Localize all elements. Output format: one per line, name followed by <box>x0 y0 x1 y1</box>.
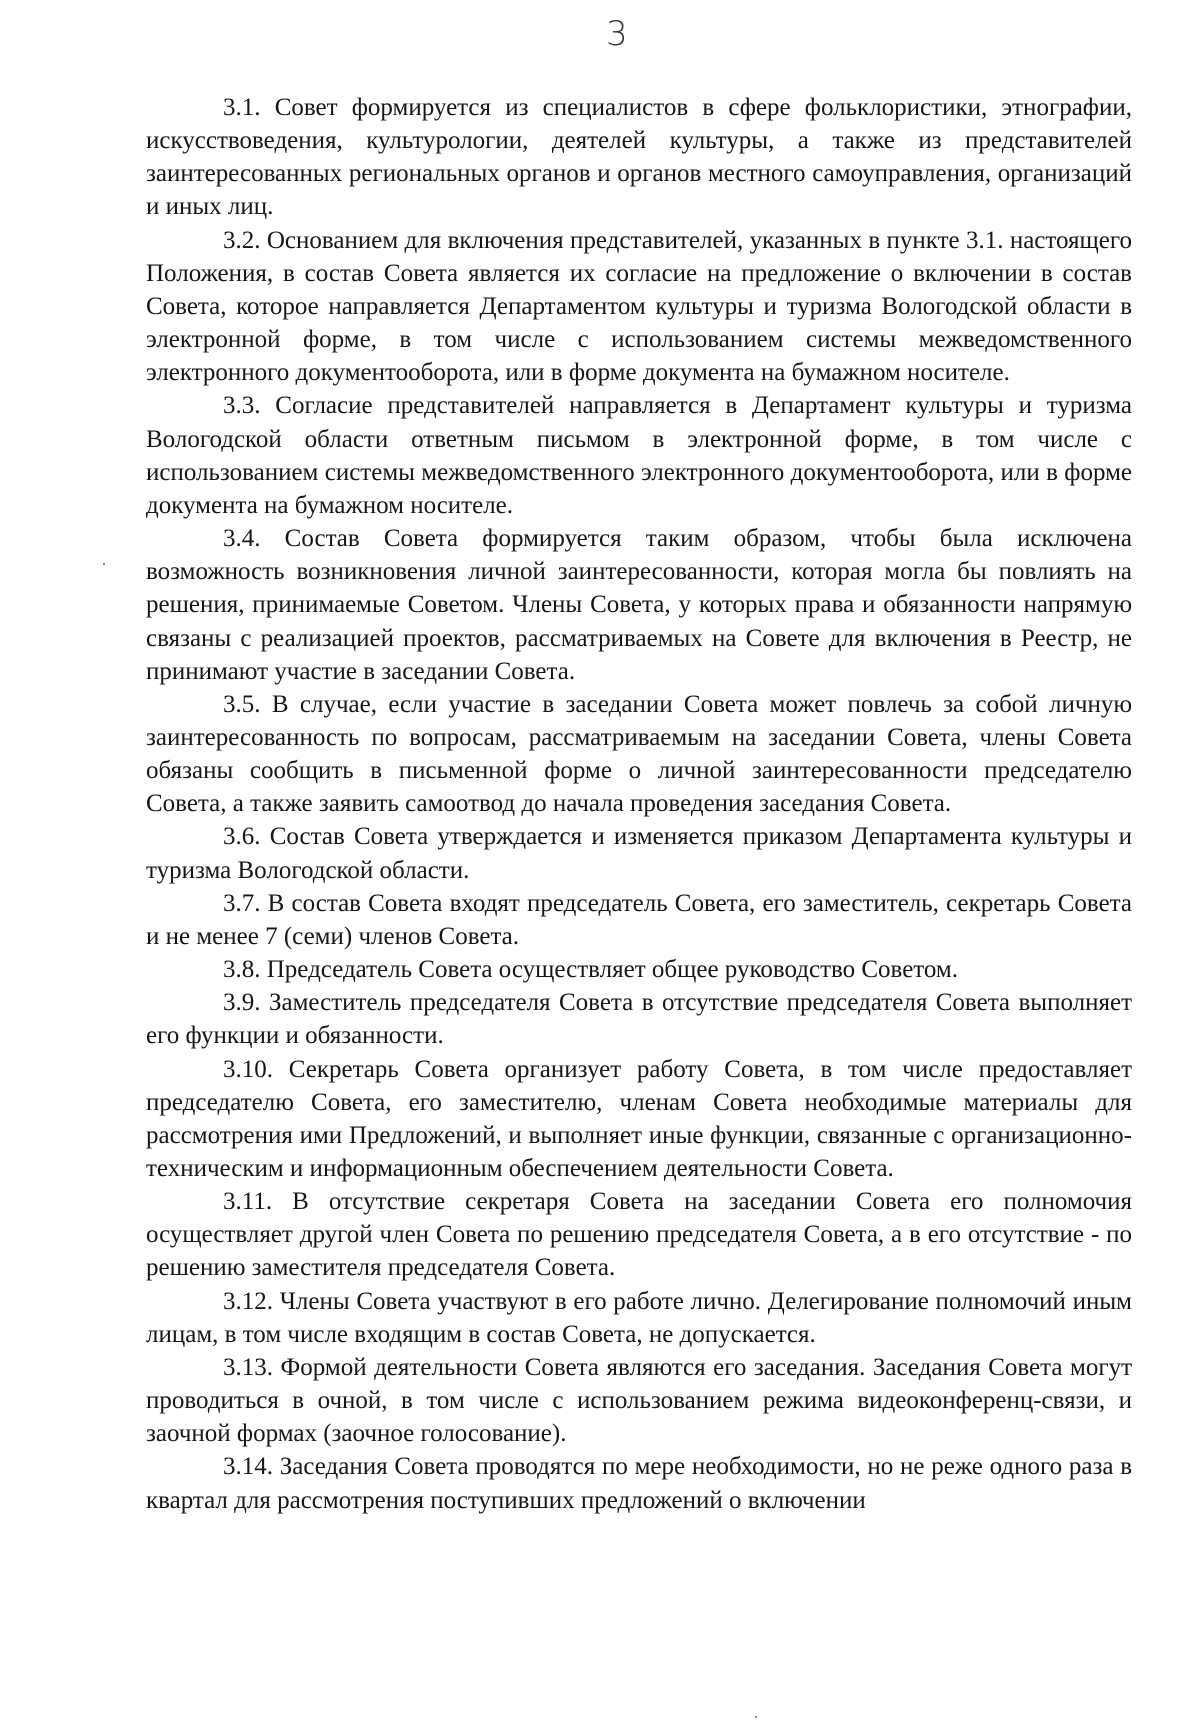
paragraph-number: 3.10. <box>223 1055 273 1083</box>
paragraph-number: 3.14. <box>223 1453 273 1481</box>
paragraph-3-3 <box>146 389 1132 522</box>
paragraph-text: Согласие представителей направляется в Департамент культуры и туризма Вологодской области ответным письмом в электронной форме, в том числе с использованием системы межведомственного электронного документооборота, или в форме документа на бумажном носителе. <box>146 392 1133 519</box>
paragraph-number: 3.11. <box>223 1188 273 1216</box>
paragraph-3-4 <box>146 522 1132 688</box>
paragraph-number: 3.9. <box>223 989 261 1017</box>
paragraph-text: Секретарь Совета организует работу Совета, в том числе предоставляет председателю Совета, его заместителю, членам Совета необходимые материалы для рассмотрения ими Предложений, и выполняет иные функции, связанные с организационно-техническим и информационным обеспечением деятельности Совета. <box>146 1055 1132 1182</box>
paragraph-text: Основанием для включения представителей, указанных в пункте 3.1. настоящего Положения, в состав Совета является их согласие на предложение о включении в состав Совета, которое направляется Департаментом культуры и туризма Вологодской области в электронной форме, в том числе с использованием системы межведомственного электронного документооборота, или в форме документа на бумажном носителе. <box>146 226 1133 387</box>
paragraph-text: Состав Совета формируется таким образом, чтобы была исключена возможность возникновения личной заинтересованности, которая могла бы повлиять на решения, принимаемые Советом. Члены Совета, у которых права и обязанности напрямую связаны с реализацией проектов, рассматриваемых на Совете для включения в Реестр, не принимают участие в заседании Совета. <box>146 525 1132 685</box>
paragraph-3-5 <box>146 688 1132 821</box>
paragraph-text: Председатель Совета осуществляет общее руководство Советом. <box>266 956 958 984</box>
paragraph-text: Заместитель председателя Совета в отсутствие председателя Совета выполняет его функции и обязанности. <box>146 989 1132 1050</box>
paragraph-number: 3.6. <box>223 823 261 851</box>
paragraph-text: В случае, если участие в заседании Совета может повлечь за собой личную заинтересованность по вопросам, рассматриваемым на заседании Совета, члены Совета обязаны сообщить в письменной форме о личной заинтересованности председателю Совета, а также заявить самоотвод до начала проведения заседания Совета. <box>146 690 1133 818</box>
paragraph-3-9 <box>146 986 1132 1052</box>
paragraph-number: 3.8. <box>223 956 261 984</box>
page-number: 3 <box>606 14 628 54</box>
scan-speck <box>755 1716 757 1718</box>
paragraph-text: Состав Совета утверждается и изменяется приказом Департамента культуры и туризма Вологодской области. <box>146 823 1132 884</box>
paragraph-text: В отсутствие секретаря Совета на заседании Совета его полномочия осуществляет другой член Совета по решению председателя Совета, а в его отсутствие - по решению заместителя председателя Совета. <box>146 1188 1133 1282</box>
paragraph-text: Формой деятельности Совета являются его заседания. Заседания Совета могут проводиться в очной, в том числе с использованием режима видеоконференц-связи, и заочной формах (заочное голосование). <box>146 1353 1132 1448</box>
paragraph-number: 3.2. <box>223 226 261 254</box>
paragraph-3-14 <box>146 1450 1132 1516</box>
paragraph-number: 3.1. <box>223 94 261 121</box>
paragraph-3-2 <box>146 224 1132 390</box>
paragraph-text: В состав Совета входят председатель Совета, его заместитель, секретарь Совета и не менее 7 (семи) членов Совета. <box>146 889 1132 950</box>
paragraph-text: Заседания Совета проводятся по мере необходимости, но не реже одного раза в квартал для рассмотрения поступивших предложений о включении <box>146 1453 1133 1514</box>
document-body <box>146 91 1132 1517</box>
paragraph-3-13 <box>146 1351 1132 1450</box>
paragraph-number: 3.3. <box>223 392 261 420</box>
paragraph-3-7 <box>146 887 1132 953</box>
paragraph-3-8 <box>146 953 1132 986</box>
paragraph-number: 3.4. <box>223 525 261 553</box>
paragraph-3-10 <box>146 1053 1132 1186</box>
paragraph-number: 3.12. <box>223 1287 273 1315</box>
paragraph-number: 3.5. <box>223 690 261 718</box>
scan-speck <box>103 563 105 565</box>
paragraph-3-6 <box>146 820 1132 886</box>
paragraph-text: Совет формируется из специалистов в сфере фольклористики, этнографии, искусствоведения, культурологии, деятелей культуры, а также из представителей заинтересованных региональных органов и органов местного самоуправления, организаций и иных лиц. <box>146 94 1132 221</box>
paragraph-number: 3.13. <box>223 1353 273 1381</box>
paragraph-3-12 <box>146 1285 1132 1351</box>
paragraph-3-1 <box>146 91 1132 224</box>
paragraph-number: 3.7. <box>223 889 261 917</box>
paragraph-text: Члены Совета участвуют в его работе лично. Делегирование полномочий иным лицам, в том числе входящим в состав Совета, не допускается. <box>146 1287 1132 1348</box>
paragraph-3-11 <box>146 1185 1132 1284</box>
